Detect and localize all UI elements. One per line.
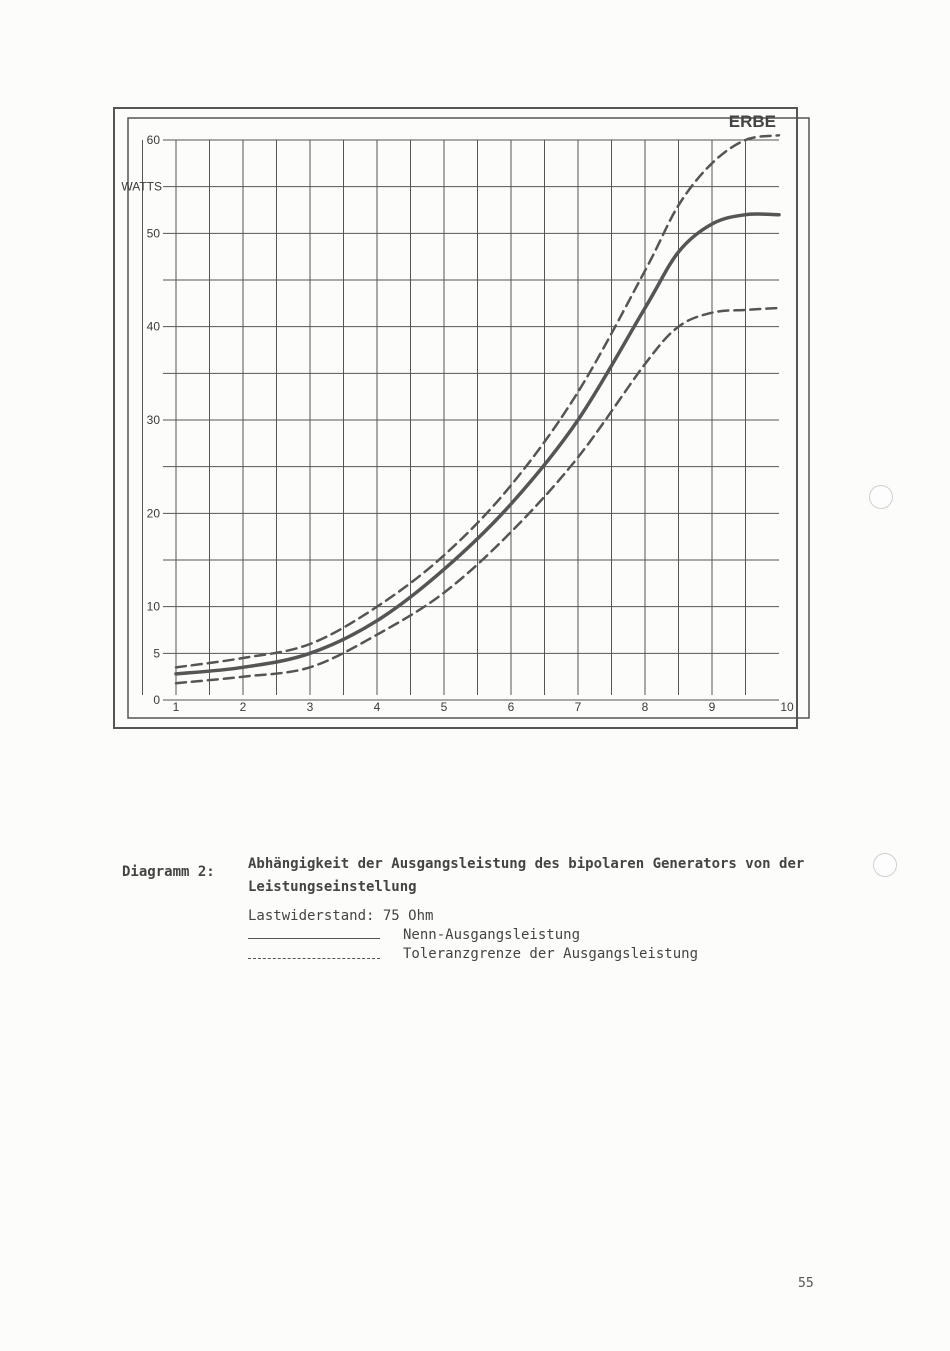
x-tick-label: 7 (574, 700, 582, 714)
y-tick-label: 60 (146, 133, 160, 147)
y-tick-label: 40 (146, 319, 160, 334)
legend-dashed-label: Toleranzgrenze der Ausgangsleistung (403, 946, 699, 962)
y-tick-label: 20 (146, 506, 160, 521)
caption-label: Diagramm 2: (122, 864, 215, 880)
x-tick-label: 10 (780, 700, 794, 714)
x-tick-label: 1 (172, 700, 180, 714)
x-tick-label: 2 (239, 700, 247, 714)
inner-frame (128, 118, 809, 718)
page-number: 55 (798, 1276, 814, 1291)
outer-frame (114, 108, 797, 728)
brand-label: ERBE (728, 112, 776, 131)
x-tick-label: 4 (373, 700, 381, 714)
y-tick-label: 0 (153, 693, 160, 707)
load-resistance: Lastwiderstand: 75 Ohm (248, 908, 434, 924)
legend-solid-line (248, 938, 380, 939)
x-tick-label: 5 (440, 700, 448, 714)
x-tick-label: 9 (708, 700, 716, 714)
x-tick-label: 8 (641, 700, 649, 714)
legend-dashed-line (248, 958, 380, 959)
punch-hole (869, 485, 893, 509)
y-tick-label: 30 (146, 413, 160, 427)
y-axis-label: WATTS (121, 179, 162, 194)
y-tick-label: 50 (146, 226, 160, 241)
y-tick-label: 10 (146, 599, 160, 614)
x-tick-label: 3 (306, 700, 314, 714)
punch-hole (873, 853, 897, 877)
caption-title: Abhängigkeit der Ausgangsleistung des bipolaren Generators von der Leistungseinstellung (248, 856, 805, 895)
legend-solid-label: Nenn-Ausgangsleistung (403, 927, 581, 943)
y-tick-label: 5 (153, 646, 160, 661)
x-tick-label: 6 (507, 700, 515, 714)
